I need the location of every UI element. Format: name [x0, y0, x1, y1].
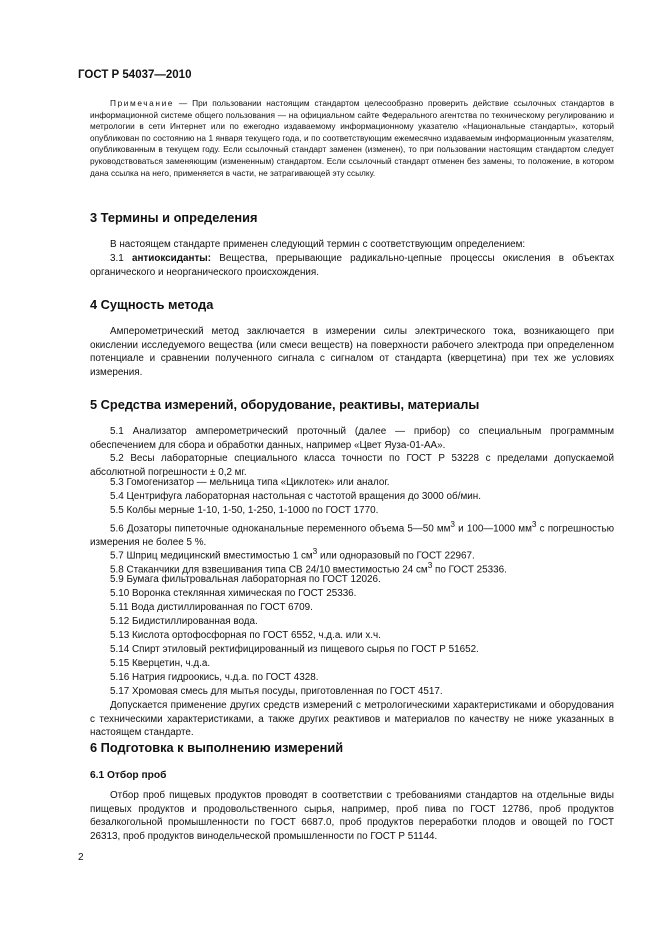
definition-term: антиоксиданты:: [131, 253, 212, 264]
section-5-item: 5.14 Спирт этиловый ректифицированный из пищевого сырья по ГОСТ Р 51652.: [110, 644, 479, 655]
section-4-text: Амперометрический метод заключается в измерении силы электрического тока, возникающего при окислении исследуемого вещества (или смеси веществ) на поверхности рабочего электрода при определенном потенциале и сравнении полученного сигнала с сигналом от стандарта (кверцетина) при тех же условиях измерения.: [90, 326, 614, 378]
section-5-item: 5.4 Центрифуга лабораторная настольная с частотой вращения до 3000 об/мин.: [110, 491, 481, 502]
section-5-item: 5.8 Стаканчики для взвешивания типа СВ 24/10 вместимостью 24 $см^3$ по ГОСТ 25336.: [110, 561, 507, 576]
section-5-allowance: Допускается применение других средств измерений с метрологическими характеристиками и оборудования с техническими характеристиками, а также других реактивов и материалов по качеству не ниже указанных в настоящем стандарте.: [90, 700, 614, 739]
section-3-definition: 3.1 антиоксиданты: Вещества, прерывающие радикально-цепные процессы окисления в объектах органического и неорганического происхождения.: [90, 253, 615, 278]
section-5-item: 5.17 Хромовая смесь для мытья посуды, приготовленная по ГОСТ 4517.: [110, 686, 443, 697]
section-5-title: 5 Средства измерений, оборудование, реактивы, материалы: [90, 397, 480, 412]
section-6-1-text: Отбор проб пищевых продуктов проводят в соответствии с требованиями стандартов на отдельные виды пищевых продуктов и продовольственного сырья, например, проб пива по ГОСТ 12786, проб продуктов безалкогольной промышленности по ГОСТ 6687.0, проб продуктов переработки плодов и овощей по ГОСТ 26313, проб продуктов винодельческой промышленности по ГОСТ Р 51144.: [90, 790, 614, 842]
section-6-1-title: 6.1 Отбор проб: [90, 770, 167, 781]
note-text: — При пользовании настоящим стандартом целесообразно проверить действие ссылочных стандартов в информационной системе общего пользования — на официальном сайте Федерального агентства по техническому регулированию и метрологии в сети Интернет или по ежегодно издаваемому информационному указателю «Национальные стандарты», который опубликован по состоянию на 1 января текущего года, и по соответствующим ежемесячно издаваемым информационным указателям, опубликованным в текущем году. Если ссылочный стандарт заменен (изменен), то при пользовании настоящим стандартом следует руководствоваться заменяющим (измененным) стандартом. Если ссылочный стандарт отменен без замены, то положение, в котором дана ссылка на него, применяется в части, не затрагивающей эту ссылку.: [90, 98, 614, 178]
section-5-item: 5.5 Колбы мерные 1-10, 1-50, 1-250, 1-1000 по ГОСТ 1770.: [110, 505, 379, 516]
section-5-item: 5.7 Шприц медицинский вместимостью 1 $см^3$ или одноразовый по ГОСТ 22967.: [110, 547, 475, 562]
note-label: Примечание: [110, 98, 175, 108]
section-5-item: 5.3 Гомогенизатор — мельница типа «Циклотек» или аналог.: [110, 477, 390, 488]
section-5-item: 5.13 Кислота ортофосфорная по ГОСТ 6552, ч.д.а. или х.ч.: [110, 630, 381, 641]
section-4-title: 4 Сущность метода: [90, 297, 214, 312]
section-5-item: 5.2 Весы лабораторные специального класса точности по ГОСТ Р 53228 с пределами допускаемой абсолютной погрешности ± 0,2 мг.: [90, 453, 614, 478]
page-number: 2: [78, 852, 84, 863]
section-5-item: 5.1 Анализатор амперометрический проточный (далее — прибор) со специальным программным обеспечением для сбора и обработки данных, например «Цвет Яуза-01-АА».: [90, 426, 614, 451]
note-paragraph: [90, 98, 614, 179]
section-5-item: 5.16 Натрия гидроокись, ч.д.а. по ГОСТ 4328.: [110, 672, 319, 683]
section-6-title: 6 Подготовка к выполнению измерений: [90, 740, 344, 755]
document-header: ГОСТ Р 54037—2010: [78, 69, 192, 81]
section-3-intro: В настоящем стандарте применен следующий термин с соответствующим определением:: [110, 239, 526, 250]
section-5-item: 5.10 Воронка стеклянная химическая по ГОСТ 25336.: [110, 588, 357, 599]
section-3-title: 3 Термины и определения: [90, 210, 258, 225]
section-5-item: 5.15 Кверцетин, ч.д.а.: [110, 658, 211, 669]
section-5-item: 5.6 Дозаторы пипеточные одноканальные переменного объема 5—50 $мм^3$ и 100—1000 $мм^3$ с погрешностью измерения не более 5 %.: [90, 520, 615, 548]
section-5-item: 5.11 Вода дистиллированная по ГОСТ 6709.: [110, 602, 313, 613]
section-5-item: 5.12 Бидистиллированная вода.: [110, 616, 258, 627]
section-5-item: 5.9 Бумага фильтровальная лабораторная по ГОСТ 12026.: [110, 574, 381, 585]
